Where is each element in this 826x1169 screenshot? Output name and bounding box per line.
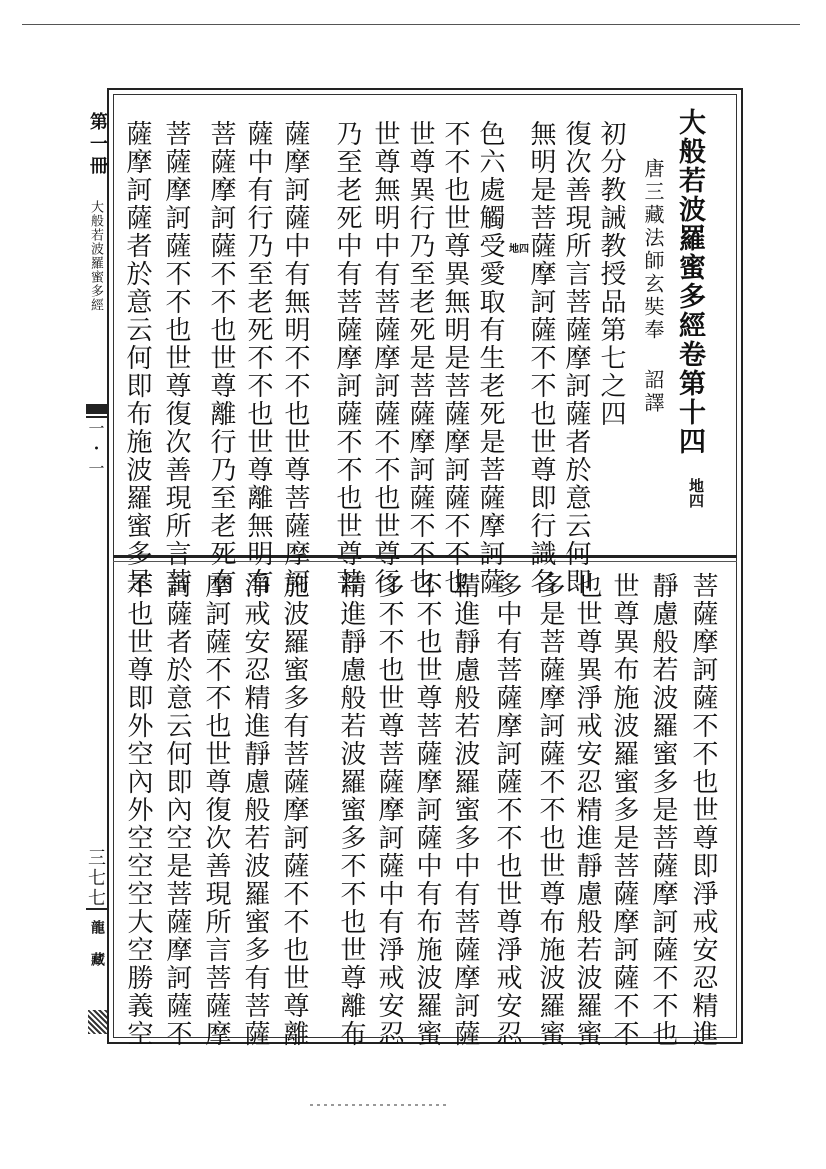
margin-rule	[86, 908, 108, 910]
sutra-name-label: 大般若波羅蜜多經	[88, 200, 103, 312]
inline-marker: 地四	[509, 244, 529, 255]
text-column: 乃至老死中有菩薩摩訶薩不不也世尊菩	[332, 120, 362, 596]
section-marker: 地四	[687, 478, 705, 508]
text-column: 精進靜慮般若波羅蜜多中有菩薩摩訶薩	[450, 572, 480, 1048]
brand-label: 龍藏	[89, 920, 105, 984]
text-column: 薩摩訶薩中有無明不不也世尊菩薩摩訶	[280, 120, 310, 596]
text-column: 施波羅蜜多有菩薩摩訶薩不不也世尊離	[279, 572, 309, 1048]
text-column: 不不也世尊菩薩摩訶薩中有布施波羅蜜	[412, 572, 442, 1048]
scroll-title: 大般若波羅蜜多經卷第十四	[674, 108, 705, 456]
text-column: 無明是菩薩摩訶薩不不也世尊即行識名	[526, 120, 556, 596]
text-column: 薩中有行乃至老死不不也世尊離無明有	[243, 120, 273, 596]
text-column: 摩訶薩不不也世尊復次善現所言菩薩摩	[201, 572, 231, 1048]
text-column: 復次善現所言菩薩摩訶薩者於意云何即	[561, 120, 591, 596]
text-column: 不也世尊即外空內外空空空大空勝義空	[123, 572, 153, 1048]
text-column: 菩薩摩訶薩不不也世尊復次善現所言菩	[161, 120, 191, 596]
text-column: 也世尊異淨戒安忍精進靜慮般若波羅蜜	[572, 572, 602, 1048]
text-column: 世尊異行乃至老死是菩薩摩訶薩不不也	[405, 120, 435, 596]
page-number: 三七七	[85, 848, 106, 908]
text-column: 菩薩摩訶薩不不也世尊離行乃至老死有	[206, 120, 236, 596]
section-label: 一・一	[86, 420, 105, 480]
text-column: 色六處觸受愛取有生老死是菩薩摩訶薩	[475, 120, 505, 596]
text-column: 靜慮般若波羅蜜多是菩薩摩訶薩不不也	[648, 572, 678, 1048]
text-column: 淨戒安忍精進靜慮般若波羅蜜多有菩薩	[240, 572, 270, 1048]
text-column: 薩摩訶薩者於意云何即布施波羅蜜多是	[122, 120, 152, 596]
margin-ornament	[88, 1010, 108, 1034]
translator-line: 唐三藏法師玄奘奉 詔譯	[641, 158, 665, 415]
text-column: 多是菩薩摩訶薩不不也世尊布施波羅蜜	[535, 572, 565, 1048]
text-column: 不不也世尊異無明是菩薩摩訶薩不不也	[440, 120, 470, 596]
volume-label: 第一冊	[87, 112, 108, 178]
text-column: 初分教誡教授品第七之四	[596, 120, 626, 428]
text-column: 世尊無明中有菩薩摩訶薩不不也世尊行	[370, 120, 400, 596]
text-column: 菩薩摩訶薩不不也世尊即淨戒安忍精進	[688, 572, 718, 1048]
text-column: 精進靜慮般若波羅蜜多不不也世尊離布	[336, 572, 366, 1048]
text-column: 多不不也世尊菩薩摩訶薩中有淨戒安忍	[374, 572, 404, 1048]
margin-bar-thin	[86, 416, 108, 418]
text-column: 訶薩者於意云何即內空是菩薩摩訶薩不	[162, 572, 192, 1048]
margin-bar	[86, 404, 108, 414]
scan-artifact	[310, 1104, 450, 1106]
top-rule	[22, 24, 800, 25]
text-column: 世尊異布施波羅蜜多是菩薩摩訶薩不不	[609, 572, 639, 1048]
text-column: 多中有菩薩摩訶薩不不也世尊淨戒安忍	[492, 572, 522, 1048]
